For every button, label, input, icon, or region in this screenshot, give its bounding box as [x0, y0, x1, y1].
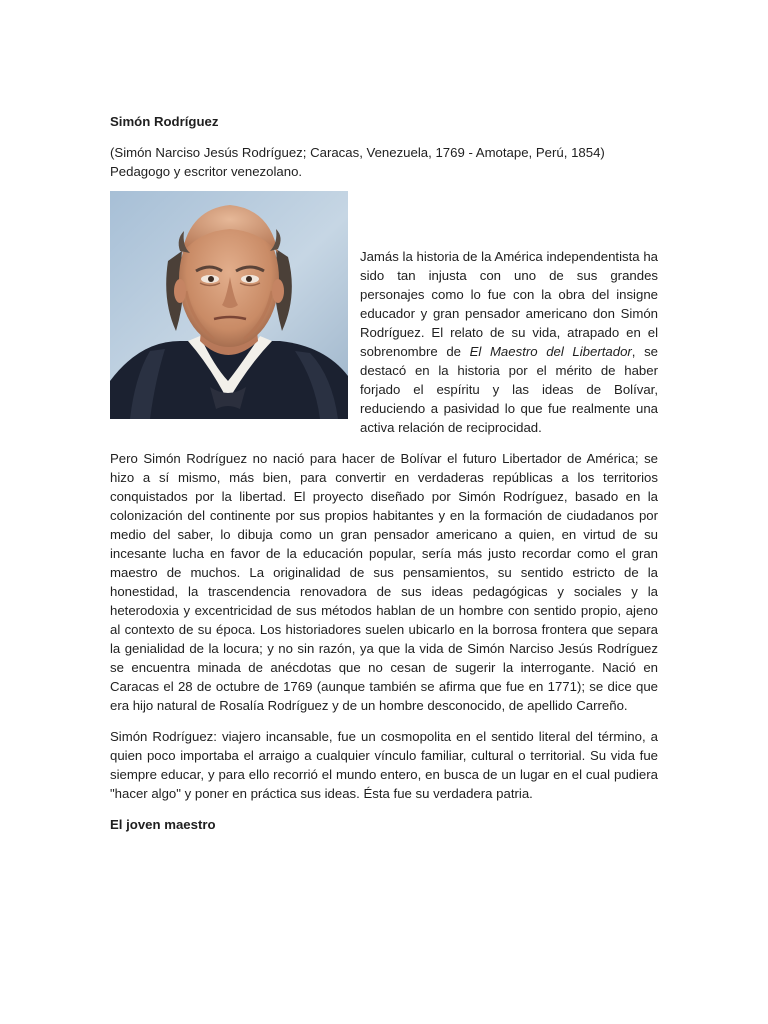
- paragraph-2: Pero Simón Rodríguez no nació para hacer de Bolívar el futuro Libertador de América; se hizo a sí mismo, más bien, para convertir en verdaderas repúblicas a los territorios conquistados por la libertad. El proyecto diseñado por Simón Rodríguez, basado en la colonización del continente por sus propios habitantes y en la formación de ciudadanos por medio del saber, lo dibuja como un gran pensador americano a quien, en virtud de su incesante lucha en favor de la educación popular, sería más justo recordar como el gran maestro de muchos. La originalidad de sus pensamientos, su sentido estricto de la honestidad, la trascendencia renovadora de sus ideas pedagógicas y sociales y la heterodoxia y excentricidad de sus métodos hablan de un hombre con sentido propio, ajeno al contexto de su época. Los historiadores suelen ubicarlo en la borrosa frontera que separa la genialidad de la locura; y no sin razón, ya que la vida de Simón Narciso Jesús Rodríguez se encuentra minada de anécdotas que no cesan de sugerir la interrogante. Nació en Caracas el 28 de octubre de 1769 (aunque también se afirma que fue en 1771); se dice que era hijo natural de Rosalía Rodríguez y de un hombre desconocido, de apellido Carreño.: [110, 451, 658, 713]
- paragraph-3: Simón Rodríguez: viajero incansable, fue un cosmopolita en el sentido literal del término, a quien poco importaba el arraigo a cualquier vínculo familiar, cultural o territorial. Su vida fue siempre educar, y para ello recorrió el mundo entero, en busca de un lugar en el cual pudiera "hacer algo" y poner en práctica sus ideas. Ésta fue su verdadera patria.: [110, 729, 658, 801]
- section-heading: El joven maestro: [110, 817, 216, 832]
- intro-paragraph: (Simón Narciso Jesús Rodríguez; Caracas, Venezuela, 1769 - Amotape, Perú, 1854) Pedagogo y escritor venezolano.: [110, 145, 605, 179]
- paragraph-1-italic: El Maestro del Libertador: [469, 344, 632, 359]
- paragraph-1-end: , se destacó en la historia por el mérito de haber forjado el espíritu y las ideas de Bolívar, reduciendo a pasividad lo que fue realmente una activa relación de reciprocidad.: [360, 344, 659, 435]
- document-content: [110, 112, 658, 834]
- paragraph-1-start: Jamás la historia de la América independentista ha sido tan injusta con uno de sus grandes personajes como lo fue con la obra del insigne educador y gran pensador americano don Simón Rodríguez. El relato de su vida, atrapado en el sobrenombre de: [360, 249, 658, 359]
- document-title: Simón Rodríguez: [110, 114, 219, 129]
- portrait-figure: [110, 191, 348, 419]
- portrait-image: [110, 191, 348, 419]
